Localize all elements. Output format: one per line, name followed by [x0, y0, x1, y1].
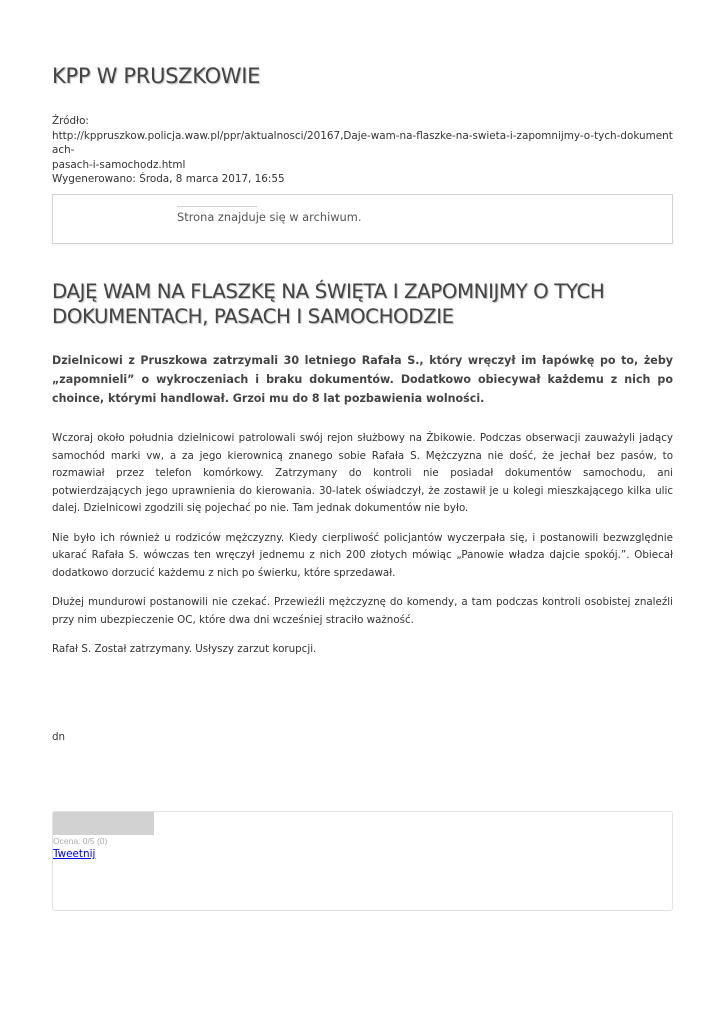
- article-lead: Dzielnicowi z Pruszkowa zatrzymali 30 letniego Rafała S., który wręczył im łapówkę po to, żeby „zapomnieli” o wykroczeniach i braku dokumentów. Dodatkowo obiecywał każdemu z nich po choince, którymi handlował. Grzoi mu do 8 lat pozbawienia wolności.: [52, 354, 673, 405]
- generated-date: Wygenerowano: Środa, 8 marca 2017, 16:55: [52, 173, 285, 185]
- article-paragraph: Wczoraj około południa dzielnicowi patrolowali swój rejon służbowy na Żbikowie. Podczas obserwacji zauważyli jadący samochód marki vw, a za jego kierownicą znanego sobie Rafała S. Mężczyzna nie dość, że jechał bez pasów, to rozmawiał przez telefon komórkowy. Zatrzymany do kontroli nie posiadał dokumentów samochodu, ani potwierdzających jego uprawnienia do kierowania. 30-latek oświadczył, że zostawił je u kolegi mieszkającego kilka ulic dalej. Dzielnicowi zgodzili się pojechać po nie. Tam jednak dokumentów nie było.: [52, 432, 673, 514]
- archive-notice-text: Strona znajduje się w archiwum.: [177, 210, 362, 224]
- article-paragraph: Dłużej mundurowi postanowili nie czekać. Przewieźli mężczyznę do komendy, a tam podczas kontroli osobistej znaleźli przy nim ubezpieczenie OC, które dwa dni wcześniej straciło ważność.: [52, 596, 673, 626]
- tweet-link[interactable]: Tweetnij: [53, 848, 96, 860]
- source-url: [52, 129, 677, 173]
- article-body: [52, 430, 673, 671]
- author-signature: dn: [52, 731, 66, 743]
- source-meta: [52, 114, 677, 187]
- archive-notice-box: [52, 194, 673, 244]
- site-title: KPP W PRUSZKOWIE: [52, 64, 261, 88]
- article-paragraph: Rafał S. Został zatrzymany. Usłyszy zarzut korupcji.: [52, 643, 317, 655]
- rating-text: Ocena: 0/5 (0): [53, 836, 108, 846]
- archive-divider: [177, 206, 257, 207]
- article-paragraph: Nie było ich również u rodziców mężczyzny. Kiedy cierpliwość policjantów wyczerpała się, i postanowili bezwzględnie ukarać Rafała S. wówczas ten wręczył jednemu z nich 200 złotych mówiąc „Panowie władza dajcie spokój.”. Obiecał dodatkowo dorzucić każdemu z nich po świerku, które sprzedawał.: [52, 531, 673, 579]
- source-label: Źródło:: [52, 115, 89, 127]
- rating-stars-bar[interactable]: [53, 812, 154, 835]
- source-url-line2: pasach-i-samochodz.html: [52, 158, 186, 171]
- article-title: DAJĘ WAM NA FLASZKĘ NA ŚWIĘTA I ZAPOMNIJMY O TYCH DOKUMENTACH, PASACH I SAMOCHODZIE: [52, 280, 605, 328]
- source-url-line1: http://kppruszkow.policja.waw.pl/ppr/aktualnosci/20167,Daje-wam-na-flaszke-na-swieta-i-zapomnijmy-o-tych-dokumentach-: [52, 129, 673, 156]
- rating-box: [52, 811, 673, 911]
